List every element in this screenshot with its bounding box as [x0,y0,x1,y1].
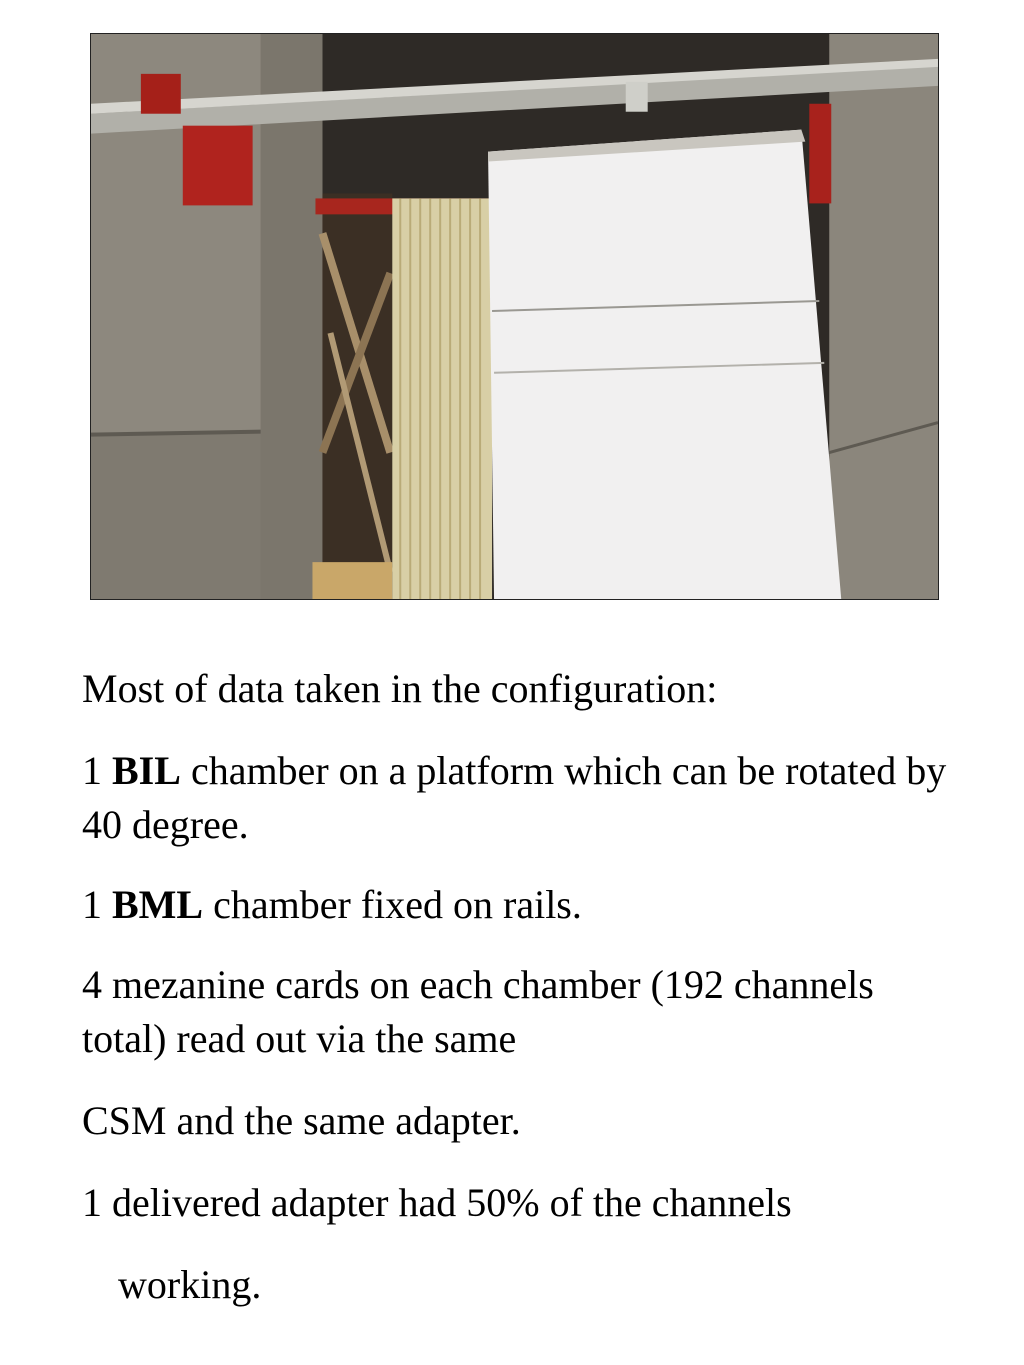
mezanine-item: 4 mezanine cards on each chamber (192 channels total) read out via the same [82,962,874,1061]
photo-icon [91,34,938,599]
bil-description: chamber on a platform which can be rotated by 40 degree. [82,748,947,847]
bml-prefix: 1 [82,882,112,927]
bml-item [82,878,962,932]
slide-text [82,662,962,1312]
bml-label: BML [112,882,204,927]
adapter-line-continued: working. [118,1262,262,1307]
bil-label: BIL [112,748,181,793]
adapter-line: 1 delivered adapter had 50% of the channels [82,1180,792,1225]
intro-line: Most of data taken in the configuration: [82,666,718,711]
csm-line: CSM and the same adapter. [82,1098,521,1143]
bil-item [82,744,962,852]
chamber-photo [90,33,939,600]
bil-prefix: 1 [82,748,112,793]
bml-description: chamber fixed on rails. [203,882,582,927]
